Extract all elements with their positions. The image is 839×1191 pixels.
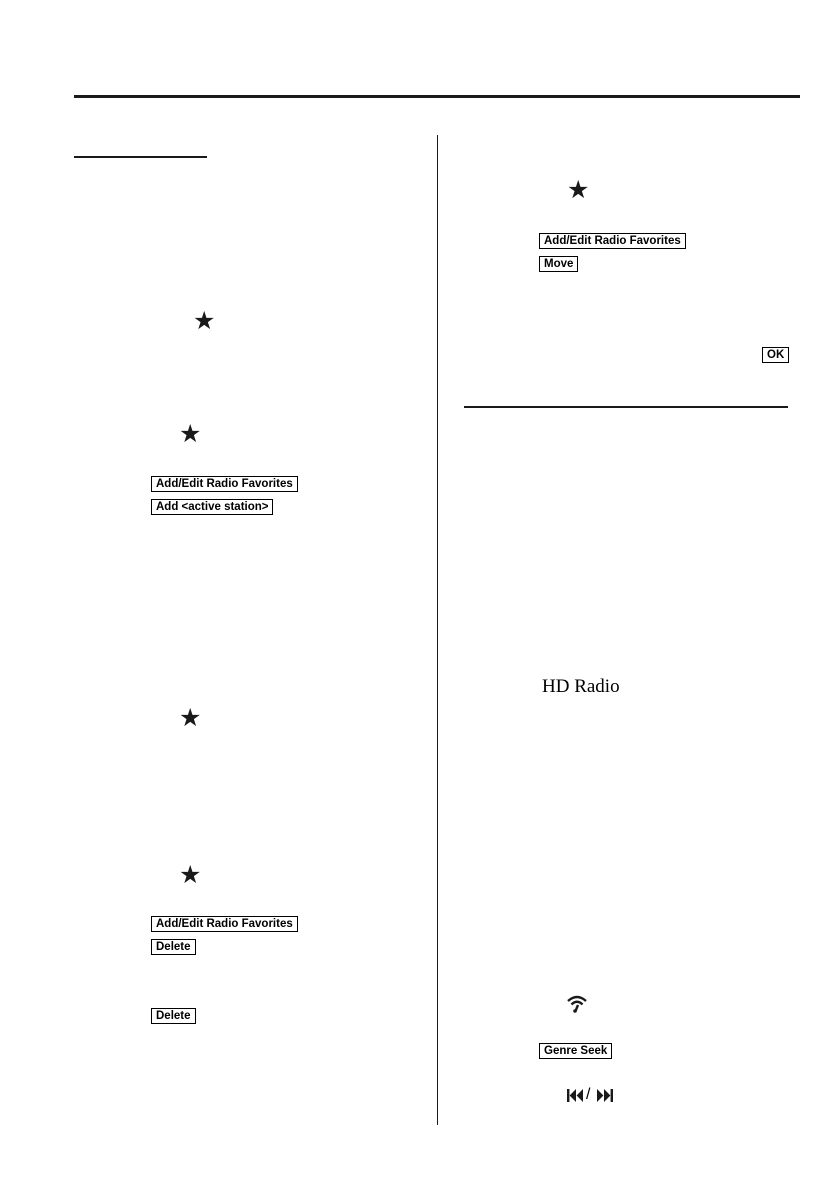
seek-separator: / (586, 1086, 591, 1103)
key-label: Delete (151, 1008, 196, 1024)
top-rule (74, 95, 800, 98)
add-edit-favorites-key[interactable] (151, 914, 298, 932)
add-edit-favorites-key[interactable] (539, 231, 686, 249)
ok-key[interactable] (762, 345, 789, 363)
signal-icon (566, 993, 588, 1018)
key-label: Move (539, 256, 578, 272)
add-active-station-key[interactable] (151, 497, 273, 515)
star-icon: ★ (567, 175, 590, 204)
hd-radio-brand: HD Radio (542, 676, 620, 697)
confirm-delete-key[interactable] (151, 1006, 196, 1024)
column-divider (437, 135, 438, 1125)
section-divider (464, 406, 788, 408)
key-label: Delete (151, 939, 196, 955)
star-icon: ★ (193, 306, 216, 335)
section-heading-underline (74, 156, 207, 158)
delete-key[interactable] (151, 937, 196, 955)
seek-track-buttons (566, 1086, 618, 1106)
seek-track-icon (566, 1086, 618, 1106)
star-icon: ★ (179, 419, 202, 448)
key-label: Add/Edit Radio Favorites (151, 476, 298, 492)
add-edit-favorites-key[interactable] (151, 474, 298, 492)
key-label: Add/Edit Radio Favorites (151, 916, 298, 932)
move-key[interactable] (539, 254, 578, 272)
star-icon: ★ (179, 703, 202, 732)
key-label: OK (762, 347, 789, 363)
genre-seek-key[interactable] (539, 1041, 612, 1059)
key-label: Add <active station> (151, 499, 273, 515)
key-label: Genre Seek (539, 1043, 612, 1059)
star-icon: ★ (179, 860, 202, 889)
key-label: Add/Edit Radio Favorites (539, 233, 686, 249)
